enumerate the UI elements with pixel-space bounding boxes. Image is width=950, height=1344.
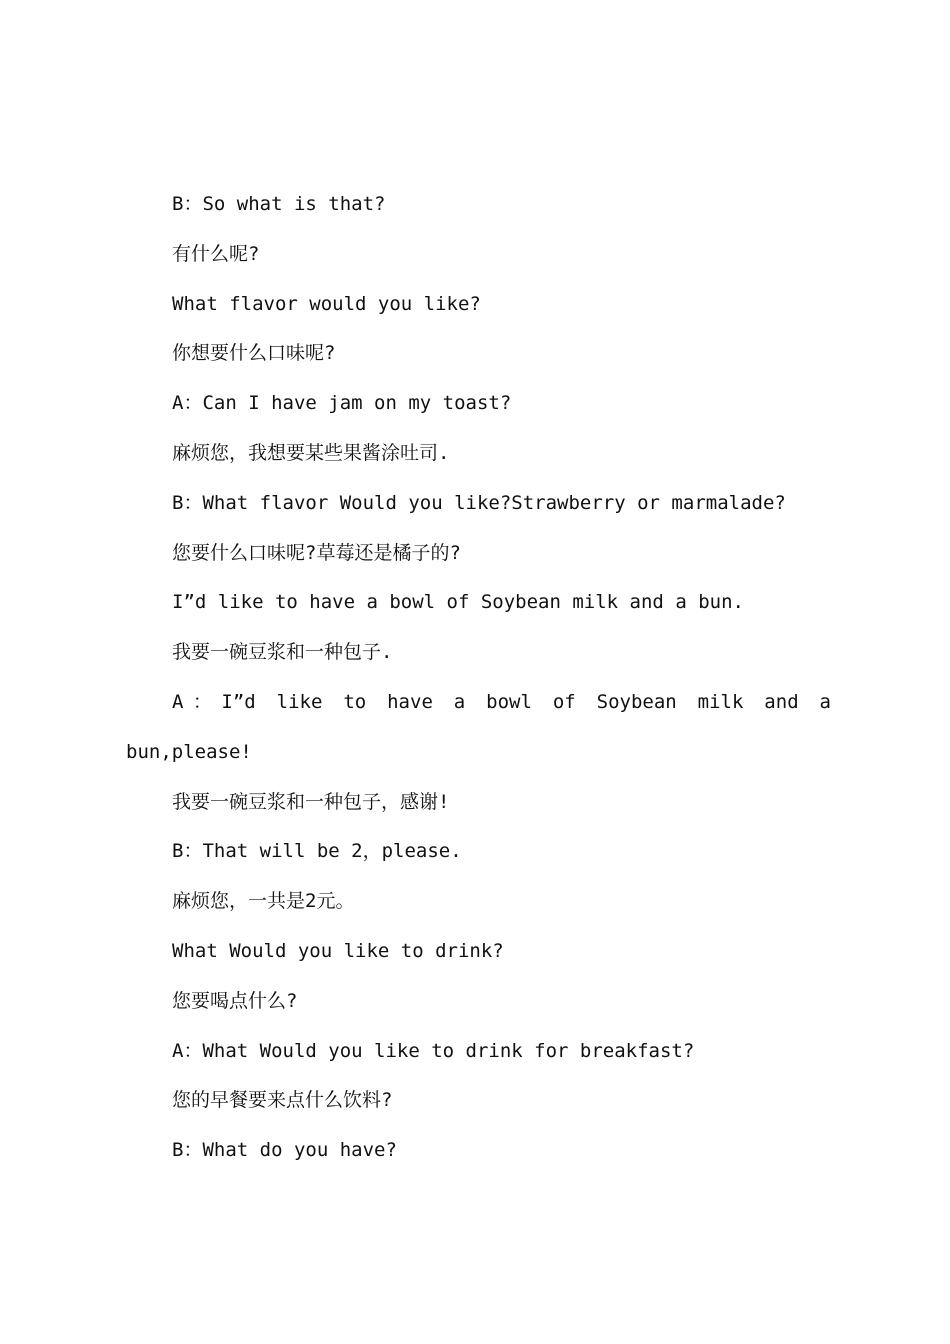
text-line: B：What flavor Would you like?Strawberry or marmalade? — [172, 491, 786, 514]
text-line: 我要一碗豆浆和一种包子. — [172, 641, 393, 664]
dialogue-text — [126, 180, 831, 1176]
text-line-continuation: bun,please! — [126, 740, 252, 763]
text-line: B：That will be 2，please. — [172, 840, 462, 863]
text-line: A：What Would you like to drink for breakfast? — [172, 1039, 695, 1062]
text-line: I”d like to have a bowl of Soybean milk and a bun. — [172, 591, 744, 614]
text-line: B：So what is that? — [172, 193, 386, 215]
text-line: 您要喝点什么? — [172, 989, 298, 1012]
text-line: 你想要什么口味呢? — [172, 342, 336, 365]
text-line: 麻烦您，一共是2元。 — [172, 890, 355, 913]
text-line: What Would you like to drink? — [172, 939, 504, 962]
text-line: A：Can I have jam on my toast? — [172, 392, 512, 415]
text-line: 我要一碗豆浆和一种包子，感谢! — [172, 790, 450, 813]
text-line-justified: A：I”d like to have a bowl of Soybean milk and a — [172, 690, 831, 713]
text-line: 麻烦您，我想要某些果酱涂吐司. — [172, 441, 450, 464]
text-line: 有什么呢? — [172, 242, 260, 265]
text-line: 您的早餐要来点什么饮料? — [172, 1089, 393, 1112]
text-line: B：What do you have? — [172, 1139, 397, 1162]
text-line: What flavor would you like? — [172, 292, 481, 315]
text-line: 您要什么口味呢?草莓还是橘子的? — [172, 541, 461, 564]
